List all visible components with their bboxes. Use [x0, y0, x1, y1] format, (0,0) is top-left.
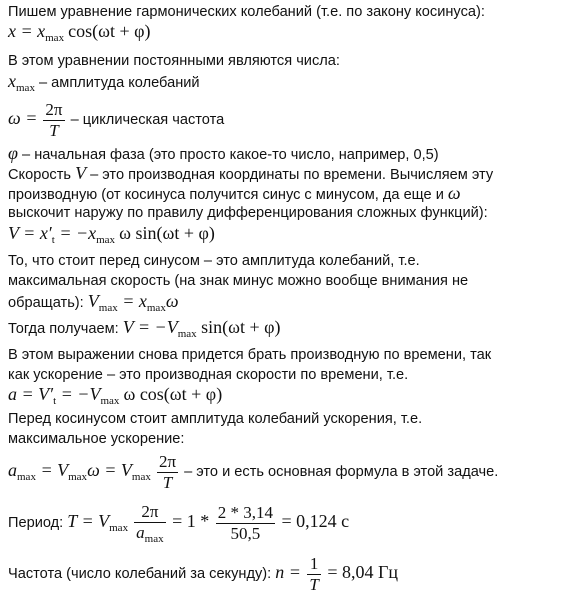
eq-part: T = V: [67, 511, 110, 531]
equation-frequency: [8, 550, 398, 596]
text-line: [8, 318, 281, 339]
text-line: В этом уравнении постоянными являются числа:: [8, 53, 340, 69]
subscript: max: [45, 32, 65, 44]
eq-part: = x: [117, 291, 147, 311]
text: Тогда получаем:: [8, 321, 123, 337]
subscript: max: [131, 471, 151, 483]
definition-text: – это и есть основная формула в этой задаче.: [180, 464, 499, 480]
eq-part: cos(ωt + φ): [68, 21, 151, 41]
eq-part: n =: [275, 562, 306, 582]
text: обращать):: [8, 295, 88, 311]
equation-harmonic: [8, 22, 151, 43]
eq-part: = 1 *: [167, 511, 214, 531]
numerator: 2π: [45, 99, 63, 119]
equation-period: [8, 496, 349, 549]
numerator: 2 * 3,14: [217, 502, 273, 522]
definition-xmax: [8, 72, 200, 93]
fraction: [134, 502, 165, 545]
fraction: [307, 554, 320, 595]
fraction: [43, 100, 64, 141]
denominator: T: [49, 120, 59, 140]
text-line: Перед косинусом стоит амплитуда колебаний ускорения, т.е.: [8, 411, 423, 427]
eq-part: = −x: [54, 223, 97, 243]
eq-part: ω cos(ωt + φ): [123, 384, 223, 404]
equation-acceleration: [8, 385, 222, 406]
subscript: max: [98, 302, 118, 314]
text-line: выскочит наружу по правилу дифференцирования сложных функций):: [8, 205, 488, 221]
symbol: ω =: [8, 108, 38, 128]
eq-part: ω sin(ωt + φ): [119, 223, 215, 243]
eq-part: a = V′: [8, 384, 54, 404]
fraction: [216, 503, 275, 544]
eq-part: V: [87, 291, 99, 311]
eq-part: ω: [165, 291, 179, 311]
subscript: max: [146, 302, 166, 314]
text-line: [8, 184, 461, 204]
den-symbol: a: [136, 522, 145, 542]
text: – это производная координаты по времени. Вычисляем эту: [86, 167, 494, 183]
denominator: T: [309, 574, 319, 594]
definition-phi: [8, 144, 439, 164]
text-line: максимальная скорость (на знак минус можно вообще внимания не: [8, 273, 469, 289]
symbol: V: [75, 163, 87, 183]
definition-omega: [8, 98, 224, 141]
eq-part: ω = V: [87, 460, 132, 480]
definition-text: – циклическая частота: [66, 112, 225, 128]
text: производную (от косинуса получится синус с минусом, да еще и: [8, 187, 448, 203]
equation-amax: [8, 448, 498, 495]
equation-velocity: [8, 224, 215, 245]
text-line: [8, 292, 179, 313]
symbol: x: [8, 71, 16, 91]
text-line: [8, 164, 493, 184]
text-line: То, что стоит перед синусом – это амплитуда колебаний, т.е.: [8, 253, 420, 269]
eq-part: = V: [35, 460, 69, 480]
denominator: [134, 523, 165, 545]
subscript: t: [51, 234, 55, 246]
eq-part: = 8,04 Гц: [322, 562, 399, 582]
subscript: max: [96, 234, 116, 246]
subscript: max: [100, 395, 120, 407]
denominator: T: [162, 472, 173, 492]
numerator: 2π: [158, 451, 177, 471]
definition-text: – начальная фаза (это просто какое-то число, например, 0,5): [17, 147, 439, 163]
eq-part: = 0,124 c: [277, 511, 350, 531]
subscript: max: [16, 82, 35, 94]
symbol: ω: [447, 183, 461, 203]
subscript: max: [68, 471, 88, 483]
text: Период:: [8, 515, 68, 531]
text-line: Пишем уравнение гармонических колебаний (т.е. по закону косинуса):: [8, 4, 485, 20]
eq-part: a: [8, 460, 17, 480]
subscript: max: [109, 522, 129, 534]
text-line: максимальное ускорение:: [8, 431, 185, 447]
text: Частота (число колебаний за секунду):: [8, 566, 276, 582]
symbol: φ: [8, 143, 18, 163]
eq-part: V = −V: [122, 317, 178, 337]
subscript: t: [53, 395, 57, 407]
numerator: 2π: [134, 502, 165, 523]
eq-part: = −V: [56, 384, 101, 404]
eq-part: x = x: [8, 21, 46, 41]
eq-part: V = x′: [8, 223, 52, 243]
text-line: В этом выражении снова придется брать производную по времени, так: [8, 347, 492, 363]
subscript: max: [177, 328, 197, 340]
fraction: [157, 452, 178, 493]
subscript: max: [144, 532, 164, 545]
numerator: 1: [307, 554, 320, 575]
subscript: max: [17, 471, 36, 483]
definition-text: – амплитуда колебаний: [34, 75, 200, 91]
eq-part: sin(ωt + φ): [196, 317, 281, 337]
denominator: 50,5: [230, 523, 261, 543]
text: Скорость: [8, 167, 76, 183]
text-line: как ускорение – это производная скорости по времени, т.е.: [8, 367, 409, 383]
